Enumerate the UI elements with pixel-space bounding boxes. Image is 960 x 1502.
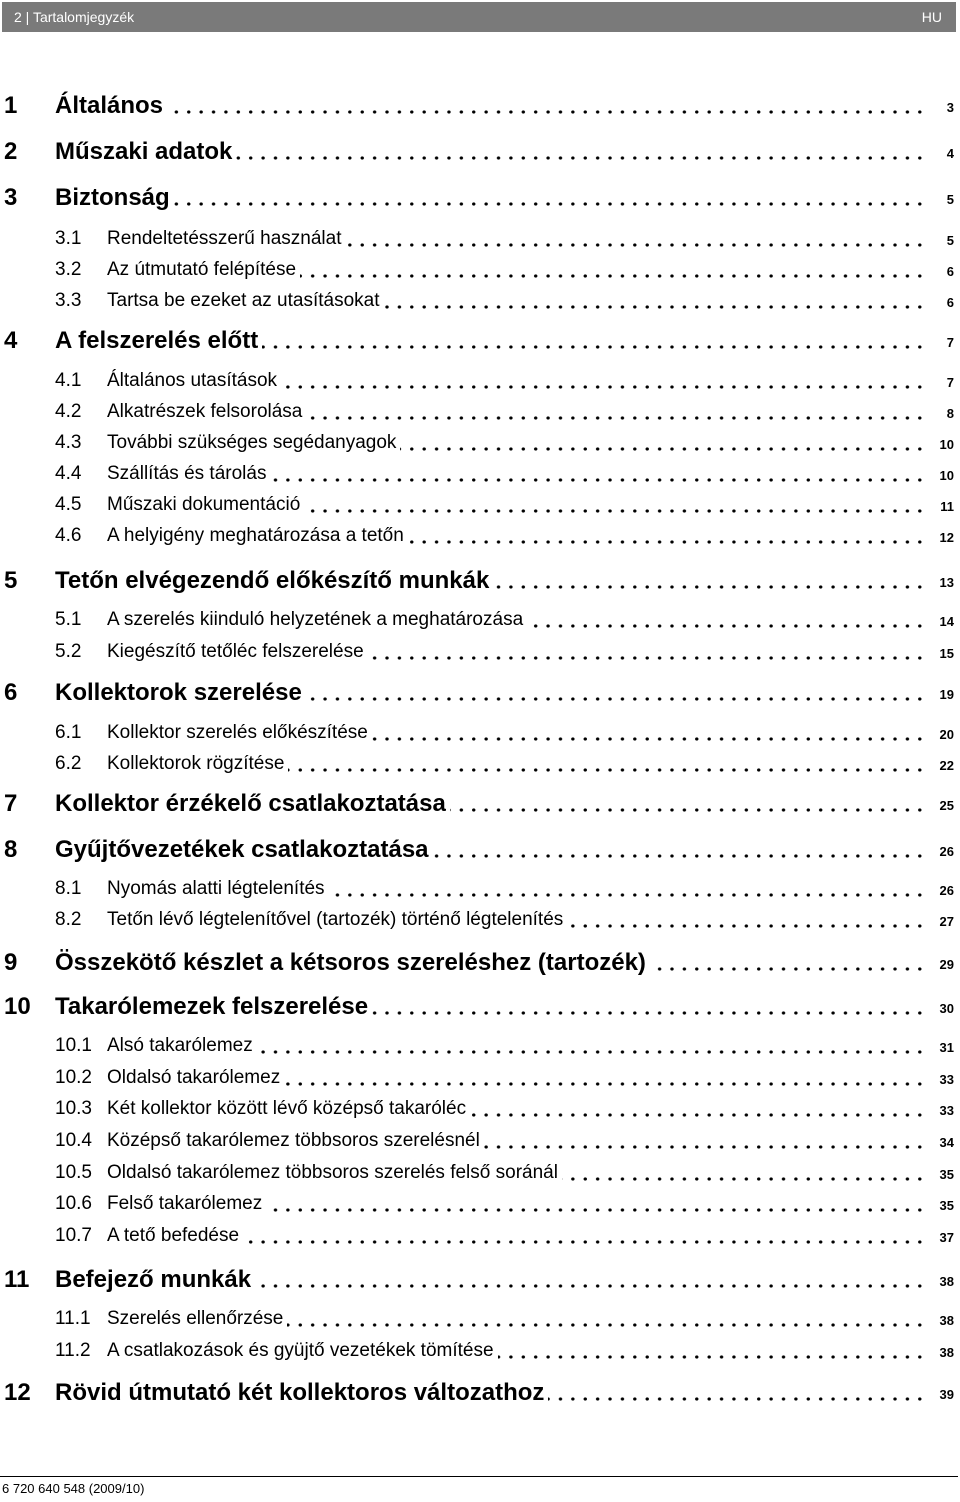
dot-leader [562,1177,926,1181]
toc-section-entry[interactable] [0,1189,960,1219]
dot-leader [527,624,926,628]
entry-title: Alkatrészek felsorolása [107,401,303,422]
entry-number: 5.1 [55,609,82,630]
entry-page-number: 37 [939,1230,954,1245]
entry-title: A felszerelés előtt [55,327,259,354]
dot-leader [548,1397,926,1401]
toc-section-entry[interactable] [0,490,960,520]
entry-title: Kiegészítő tetőléc felszerelése [107,641,364,662]
entry-title: Általános utasítások [107,370,278,391]
toc-chapter-entry[interactable] [0,326,960,356]
dot-leader [498,1355,926,1359]
document-id: 6 720 640 548 (2009/10) [2,1481,145,1496]
entry-title: Középső takarólemez többsoros szerelésnél [107,1130,480,1151]
entry-number: 1 [4,92,18,119]
entry-number: 6 [4,679,18,706]
toc-chapter-entry[interactable] [0,91,960,121]
toc-chapter-entry[interactable] [0,183,960,213]
entry-page-number: 7 [946,335,954,350]
entry-number: 8.2 [55,909,82,930]
dot-leader [300,274,926,278]
dot-leader [493,585,926,589]
dot-leader [650,967,926,971]
entry-page-number: 12 [939,530,954,545]
entry-title: Oldalsó takarólemez többsoros szerelés felső soránál [107,1162,558,1183]
entry-page-number: 34 [939,1135,954,1150]
entry-number: 4.3 [55,432,82,453]
entry-page-number: 35 [939,1167,954,1182]
header-label: 2 | Tartalomjegyzék [14,9,135,25]
entry-page-number: 31 [939,1040,954,1055]
entry-page-number: 30 [939,1001,954,1016]
entry-number: 7 [4,790,18,817]
dot-leader [288,768,926,772]
entry-page-number: 6 [946,264,954,279]
toc-section-entry[interactable] [0,605,960,635]
entry-title: Rövid útmutató két kollektoros változathoz [55,1379,545,1406]
toc-section-entry[interactable] [0,637,960,667]
dot-leader [306,416,926,420]
entry-number: 4.5 [55,494,82,515]
entry-page-number: 22 [939,758,954,773]
entry-page-number: 38 [939,1313,954,1328]
language-code: HU [921,9,942,25]
entry-number: 11.1 [55,1308,91,1329]
toc-section-entry[interactable] [0,224,960,254]
toc-section-entry[interactable] [0,1304,960,1334]
entry-page-number: 5 [946,192,954,207]
entry-title: Tetőn elvégezendő előkészítő munkák [55,567,490,594]
dot-leader [567,924,926,928]
entry-page-number: 4 [946,146,954,161]
entry-title: Biztonság [55,184,170,211]
entry-number: 12 [4,1379,31,1406]
toc-section-entry[interactable] [0,366,960,396]
entry-title: Műszaki dokumentáció [107,494,301,515]
entry-page-number: 10 [939,437,954,452]
entry-number: 9 [4,949,18,976]
toc-section-entry[interactable] [0,1158,960,1188]
entry-number: 5 [4,567,18,594]
entry-title: Gyűjtővezetékek csatlakoztatása [55,836,429,863]
entry-title: További szükséges segédanyagok [107,432,397,453]
dot-leader [287,1323,926,1327]
entry-number: 3 [4,184,18,211]
toc-chapter-entry[interactable] [0,992,960,1022]
dot-leader [284,1082,926,1086]
entry-page-number: 25 [939,798,954,813]
dot-leader [270,478,926,482]
dot-leader [384,305,926,309]
entry-page-number: 20 [939,727,954,742]
entry-page-number: 33 [939,1072,954,1087]
toc-section-entry[interactable] [0,1221,960,1251]
entry-number: 10.5 [55,1162,92,1183]
entry-page-number: 38 [939,1345,954,1360]
toc-section-entry[interactable] [0,459,960,489]
entry-number: 4.6 [55,525,82,546]
dot-leader [306,697,926,701]
entry-title: Műszaki adatok [55,138,233,165]
entry-number: 10.6 [55,1193,92,1214]
dot-leader [257,1050,926,1054]
toc-section-entry[interactable] [0,1126,960,1156]
entry-title: Oldalsó takarólemez [107,1067,281,1088]
toc-chapter-entry[interactable] [0,789,960,819]
dot-leader [266,1208,926,1212]
entry-title: Alsó takarólemez [107,1035,253,1056]
toc-section-entry[interactable] [0,255,960,285]
toc-chapter-entry[interactable] [0,1265,960,1295]
entry-number: 8 [4,836,18,863]
entry-title: Felső takarólemez [107,1193,263,1214]
entry-title: Szerelés ellenőrzése [107,1308,284,1329]
toc-section-entry[interactable] [0,1063,960,1093]
toc-chapter-entry[interactable] [0,1378,960,1408]
dot-leader [372,1011,926,1015]
entry-title: Általános [55,92,164,119]
dot-leader [167,110,926,114]
entry-number: 4.2 [55,401,82,422]
toc-section-entry[interactable] [0,286,960,316]
entry-title: Nyomás alatti légtelenítés [107,878,325,899]
dot-leader [400,447,926,451]
entry-title: Tartsa be ezeket az utasításokat [107,290,380,311]
entry-page-number: 10 [939,468,954,483]
entry-title: Két kollektor között lévő középső takaróléc [107,1098,467,1119]
entry-number: 3.1 [55,228,82,249]
entry-page-number: 11 [940,499,954,514]
entry-page-number: 38 [939,1274,954,1289]
dot-leader [372,737,926,741]
entry-number: 3.2 [55,259,82,280]
dot-leader [243,1240,926,1244]
dot-leader [262,345,926,349]
entry-number: 5.2 [55,641,82,662]
toc-chapter-entry[interactable] [0,137,960,167]
entry-page-number: 26 [939,883,954,898]
entry-page-number: 7 [946,375,954,390]
entry-number: 11.2 [55,1340,91,1361]
entry-number: 4 [4,327,18,354]
toc-section-entry[interactable] [0,1094,960,1124]
entry-title: Összekötő készlet a kétsoros szereléshez (tartozék) [55,949,646,976]
dot-leader [450,808,926,812]
toc-chapter-entry[interactable] [0,948,960,978]
entry-page-number: 27 [939,914,954,929]
entry-number: 10.3 [55,1098,92,1119]
entry-page-number: 35 [939,1198,954,1213]
dot-leader [408,540,926,544]
entry-number: 10.1 [55,1035,92,1056]
entry-number: 6.2 [55,753,82,774]
toc-section-entry[interactable] [0,718,960,748]
dot-leader [470,1113,926,1117]
entry-title: A csatlakozások és gyüjtő vezetékek tömítése [107,1340,494,1361]
entry-title: Szállítás és tárolás [107,463,267,484]
dot-leader [368,656,926,660]
entry-page-number: 3 [946,100,954,115]
entry-number: 2 [4,138,18,165]
dot-leader [304,509,926,513]
entry-title: Kollektorok rögzítése [107,753,285,774]
entry-number: 8.1 [55,878,82,899]
entry-number: 10.7 [55,1225,92,1246]
entry-page-number: 5 [946,233,954,248]
entry-title: Az útmutató felépítése [107,259,297,280]
toc-section-entry[interactable] [0,905,960,935]
entry-title: Kollektorok szerelése [55,679,302,706]
toc-section-entry[interactable] [0,749,960,779]
toc-section-entry[interactable] [0,1031,960,1061]
toc-chapter-entry[interactable] [0,835,960,865]
entry-number: 4.1 [55,370,82,391]
toc-section-entry[interactable] [0,874,960,904]
entry-number: 6.1 [55,722,82,743]
dot-leader [329,893,926,897]
entry-number: 10.2 [55,1067,92,1088]
entry-page-number: 29 [939,957,954,972]
dot-leader [345,243,926,247]
dot-leader [433,854,926,858]
dot-leader [484,1145,926,1149]
page-header [2,2,956,32]
entry-title: A szerelés kiinduló helyzetének a meghatározása [107,609,524,630]
toc-section-entry[interactable] [0,521,960,551]
entry-number: 4.4 [55,463,82,484]
entry-title: Tetőn lévő légtelenítővel (tartozék) történő légtelenítés [107,909,564,930]
entry-title: Rendeltetésszerű használat [107,228,342,249]
dot-leader [236,156,926,160]
entry-title: A tető befedése [107,1225,240,1246]
entry-page-number: 26 [939,844,954,859]
entry-page-number: 33 [939,1103,954,1118]
entry-page-number: 15 [939,646,954,661]
entry-number: 3.3 [55,290,82,311]
entry-page-number: 6 [946,295,954,310]
entry-number: 11 [4,1266,30,1293]
toc-section-entry[interactable] [0,428,960,458]
entry-title: Takarólemezek felszerelése [55,993,369,1020]
page-footer [0,1476,958,1496]
entry-page-number: 14 [939,614,954,629]
dot-leader [281,385,926,389]
entry-number: 10.4 [55,1130,92,1151]
entry-title: Kollektor érzékelő csatlakoztatása [55,790,446,817]
entry-title: A helyigény meghatározása a tetőn [107,525,404,546]
toc-section-entry[interactable] [0,1336,960,1366]
toc-chapter-entry[interactable] [0,678,960,708]
toc-chapter-entry[interactable] [0,566,960,596]
entry-title: Befejező munkák [55,1266,252,1293]
entry-page-number: 19 [939,687,954,702]
toc-section-entry[interactable] [0,397,960,427]
entry-page-number: 8 [946,406,954,421]
entry-number: 10 [4,993,31,1020]
dot-leader [174,202,926,206]
entry-page-number: 13 [939,575,954,590]
entry-page-number: 39 [939,1387,954,1402]
entry-title: Kollektor szerelés előkészítése [107,722,368,743]
dot-leader [255,1284,926,1288]
